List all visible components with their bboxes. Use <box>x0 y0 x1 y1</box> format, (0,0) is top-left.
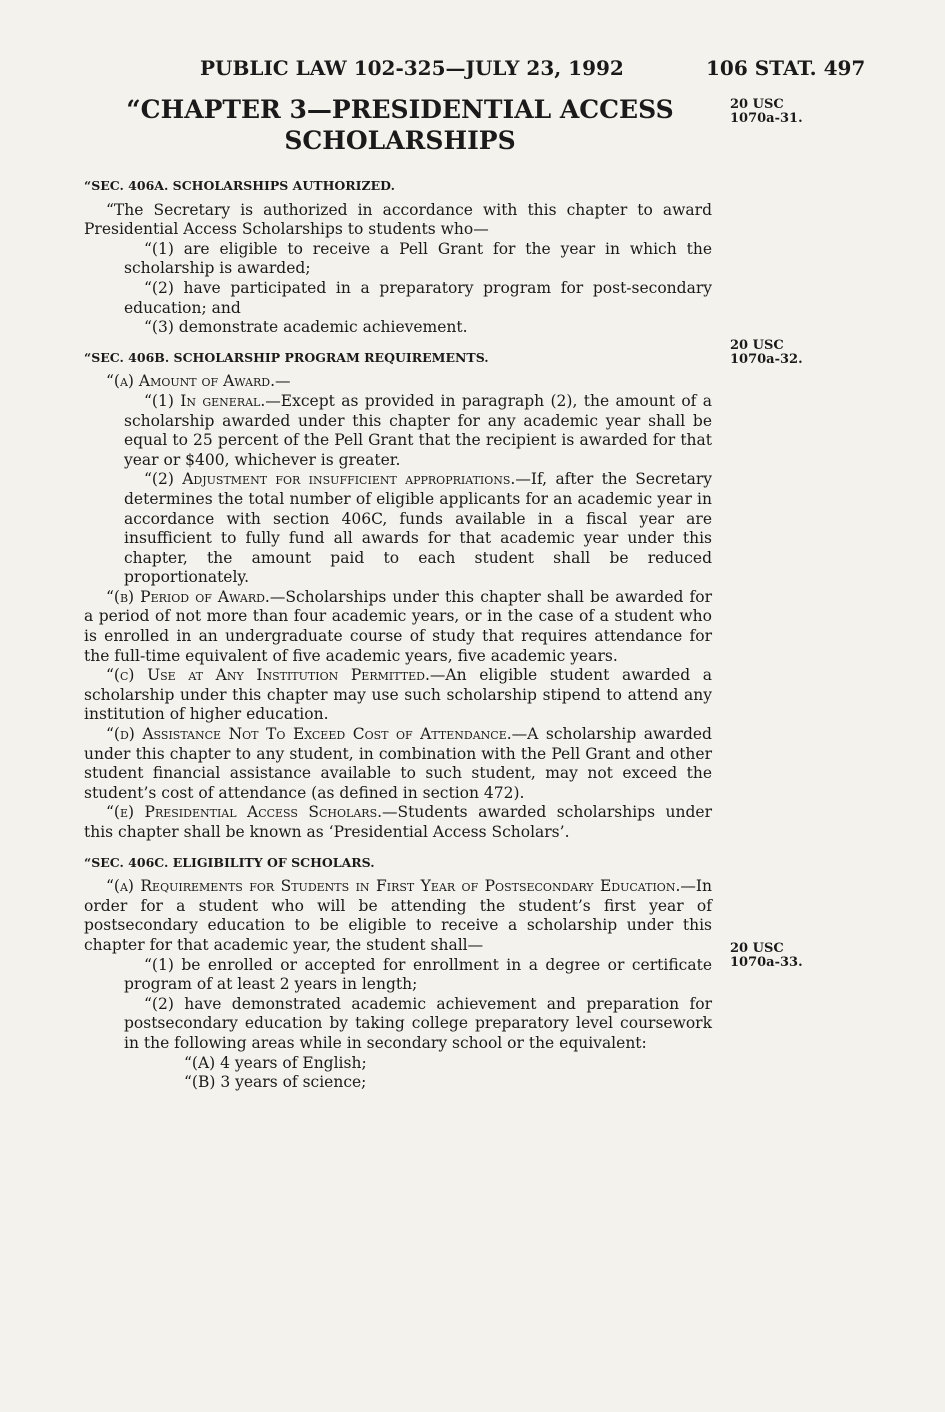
section-heading-406c: “SEC. 406C. ELIGIBILITY OF SCHOLARS. <box>84 854 375 870</box>
paragraph-lead: “(a) Requirements for Students in First Year of Postsecondary Education. <box>106 877 681 896</box>
paragraph-text: —In order for a student who will be attending the student’s first year of postsecondary education to be eligible to receive a scholarship under this chapter for that academic year, the student shall— <box>84 877 712 954</box>
paragraph-lead: “(2) Adjustment for insufficient appropriations. <box>144 470 516 489</box>
paragraph-text: —A scholarship awarded under this chapter to any student, in combination with the Pell Grant and other student financial assistance available to such student, may not exceed the student’s cost of attendance (as defined in section 472). <box>84 725 712 802</box>
list-item-406c-A: “(A) 4 years of English; <box>184 1053 367 1072</box>
margin-note-section: 1070a-32. <box>730 352 803 367</box>
chapter-title-line1: “CHAPTER 3—PRESIDENTIAL ACCESS <box>126 95 674 124</box>
paragraph-406b-b <box>84 588 712 666</box>
paragraph-406b-a1 <box>84 392 712 470</box>
paragraph-406b-e <box>84 803 712 842</box>
paragraph-lead: “(c) Use at Any Institution Permitted. <box>106 666 430 685</box>
list-item-406c-B: “(B) 3 years of science; <box>184 1073 367 1092</box>
margin-note-section: 1070a-33. <box>730 955 803 970</box>
section-heading-406a: “SEC. 406A. SCHOLARSHIPS AUTHORIZED. <box>84 178 395 193</box>
paragraph-406c-a <box>84 877 712 955</box>
running-header-stat-page: 106 STAT. 497 <box>706 56 866 80</box>
margin-note-code: 20 USC <box>730 941 784 956</box>
margin-note-code: 20 USC <box>730 338 784 353</box>
list-item-406a-2: “(2) have participated in a preparatory program for post-secondary education; and <box>124 278 712 317</box>
paragraph-text: —If, after the Secretary determines the total number of eligible applicants for an academic year in accordance with section 406C, funds available in a fiscal year are insufficient to fully fund all awards for that academic year under this chapter, the amount paid to each student shall be reduced proportionately. <box>124 470 712 587</box>
paragraph-406a-intro: “The Secretary is authorized in accordance with this chapter to award Presidential Access Scholarships to students who— <box>84 200 712 239</box>
paragraph-lead: “(b) Period of Award. <box>106 587 270 606</box>
paragraph-text: —Students awarded scholarships under this chapter shall be known as ‘Presidential Access Scholars’. <box>84 803 712 841</box>
margin-note-section: 1070a-31. <box>730 111 803 126</box>
subsection-heading-406b-a <box>84 372 712 392</box>
list-item-406c-2: “(2) have demonstrated academic achievement and preparation for postsecondary education by taking college preparatory level coursework in the following areas while in secondary school or the equivalent: <box>124 994 712 1052</box>
margin-note-406b <box>730 339 803 367</box>
paragraph-text: —An eligible student awarded a scholarship under this chapter may use such scholarship stipend to attend any institution of higher education. <box>84 666 712 724</box>
margin-note-406c <box>730 942 803 970</box>
section-heading-406b: “SEC. 406B. SCHOLARSHIP PROGRAM REQUIREMENTS. <box>84 349 489 365</box>
chapter-title-line2: SCHOLARSHIPS <box>284 126 516 155</box>
paragraph-lead: “(e) Presidential Access Scholars. <box>106 803 383 822</box>
paragraph-text: —Except as provided in paragraph (2), the amount of a scholarship awarded under this chapter for any academic year shall be equal to 25 percent of the Pell Grant that the recipient is awarded for that year or $400, whichever is greater. <box>124 391 712 469</box>
document-body <box>84 170 712 1093</box>
list-item-406a-1: “(1) are eligible to receive a Pell Grant for the year in which the scholarship is awarded; <box>124 239 712 278</box>
chapter-title <box>120 94 680 156</box>
paragraph-lead: “(1) In general. <box>144 391 266 410</box>
paragraph-text: —Scholarships under this chapter shall be awarded for a period of not more than four academic years, or in the case of a student who is enrolled in an undergraduate course of study that requires attendance for the full-time equivalent of five academic years, five academic years. <box>84 587 712 665</box>
paragraph-lead: “(d) Assistance Not To Exceed Cost of Attendance. <box>106 725 512 744</box>
running-header-title: PUBLIC LAW 102-325—JULY 23, 1992 <box>200 56 624 80</box>
margin-note-code: 20 USC <box>730 97 784 112</box>
margin-note-406a <box>730 98 803 126</box>
paragraph-406b-c <box>84 666 712 725</box>
subsection-heading-text: “(a) Amount of Award.— <box>106 372 291 391</box>
paragraph-406b-d <box>84 725 712 803</box>
list-item-406c-1: “(1) be enrolled or accepted for enrollment in a degree or certificate program of at least 2 years in length; <box>124 955 712 994</box>
paragraph-406b-a2 <box>84 470 712 588</box>
list-item-406a-3: “(3) demonstrate academic achievement. <box>144 318 468 337</box>
